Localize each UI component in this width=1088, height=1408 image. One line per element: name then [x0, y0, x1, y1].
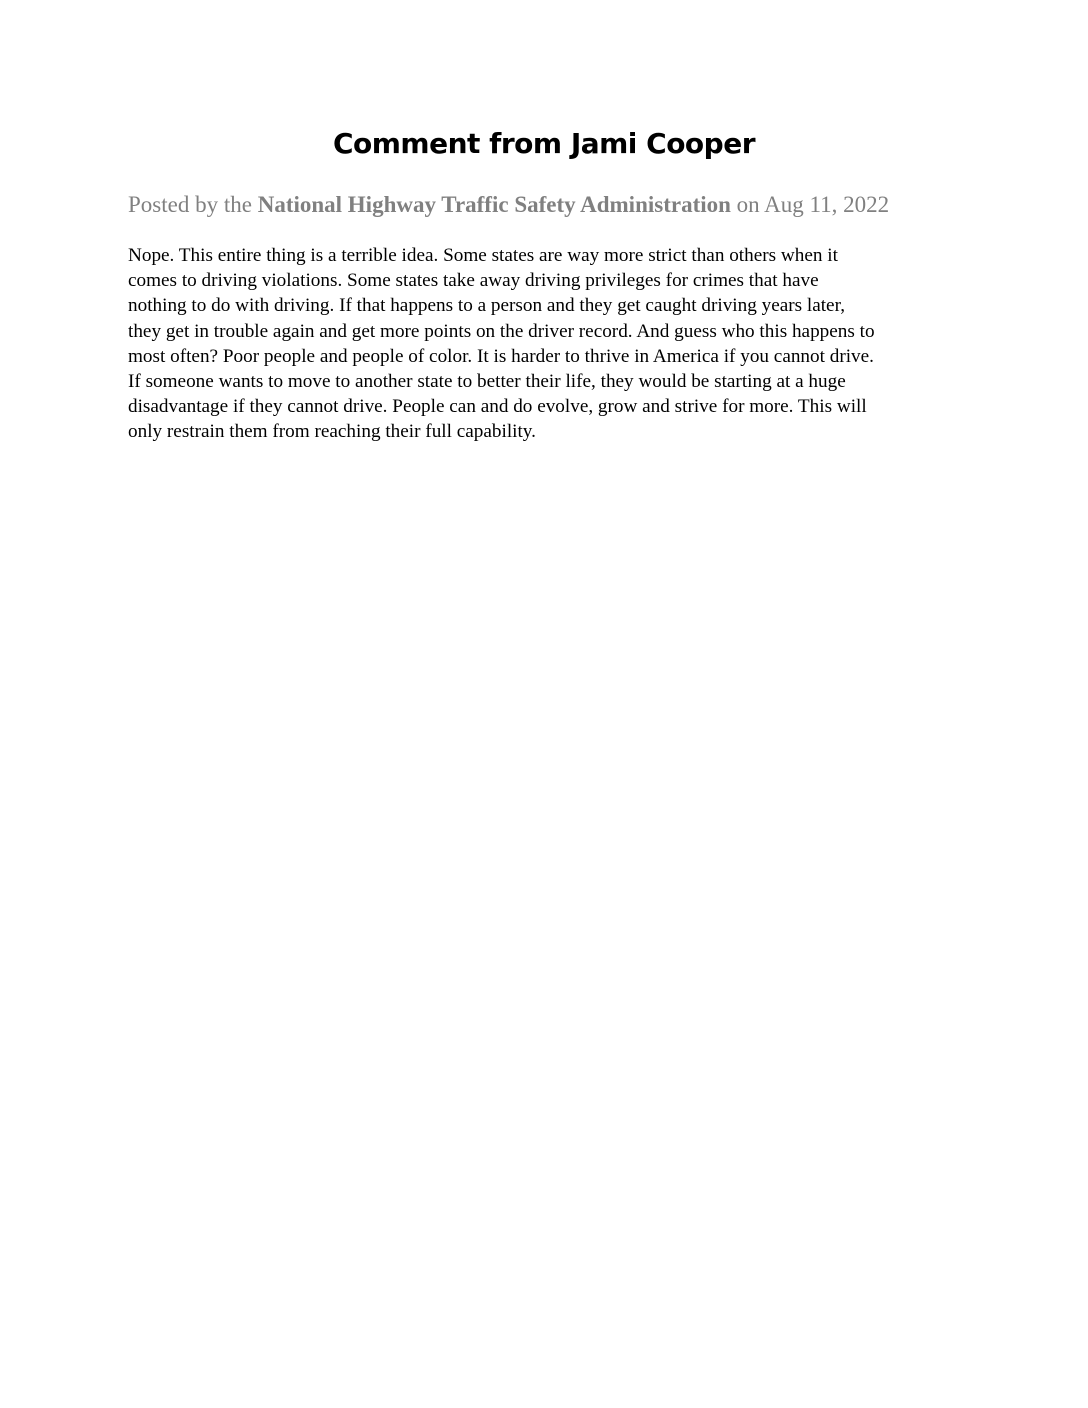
comment-line: disadvantage if they cannot drive. People can and do evolve, grow and strive for more. This will	[128, 396, 867, 418]
comment-line: only restrain them from reaching their full capability.	[128, 421, 536, 443]
comment-line: comes to driving violations. Some states take away driving privileges for crimes that have	[128, 270, 819, 292]
byline-prefix: Posted by the	[128, 192, 258, 217]
comment-title: Comment from Jami Cooper	[332, 127, 756, 160]
comment-line: they get in trouble again and get more points on the driver record. And guess who this happens to	[128, 320, 875, 342]
comment-line: most often? Poor people and people of color. It is harder to thrive in America if you cannot drive.	[128, 345, 874, 367]
comment-line: If someone wants to move to another state to better their life, they would be starting at a huge	[128, 371, 846, 393]
comment-line: nothing to do with driving. If that happens to a person and they get caught driving years later,	[128, 295, 845, 317]
comment-line: Nope. This entire thing is a terrible idea. Some states are way more strict than others when it	[128, 245, 838, 266]
comment-body	[128, 243, 978, 445]
byline-date: on Aug 11, 2022	[730, 192, 890, 217]
byline	[128, 192, 968, 218]
byline-agency: National Highway Traffic Safety Administration	[257, 192, 731, 217]
